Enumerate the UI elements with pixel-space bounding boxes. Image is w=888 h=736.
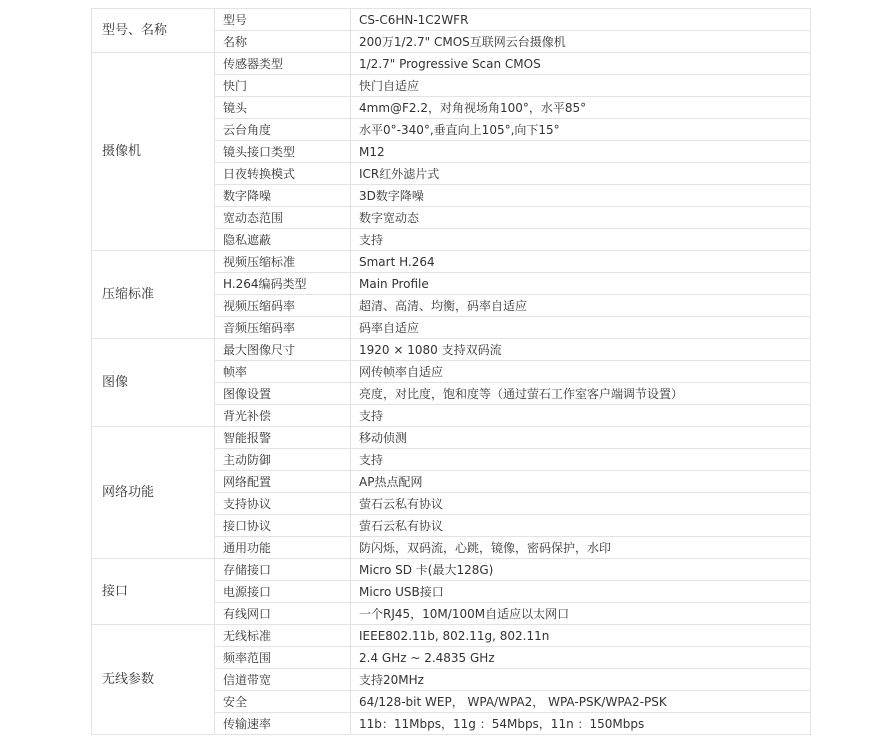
category-cell: 摄像机	[92, 53, 215, 251]
spec-label-cell: 频率范围	[215, 647, 351, 669]
spec-label-cell: 云台角度	[215, 119, 351, 141]
spec-value-cell: 水平0°-340°,垂直向上105°,向下15°	[351, 119, 811, 141]
table-row	[92, 559, 811, 581]
spec-value-cell: Smart H.264	[351, 251, 811, 273]
spec-label-cell: 安全	[215, 691, 351, 713]
spec-value-cell: 一个RJ45，10M/100M自适应以太网口	[351, 603, 811, 625]
spec-label-cell: 传感器类型	[215, 53, 351, 75]
spec-label-cell: 无线标准	[215, 625, 351, 647]
spec-label-cell: 视频压缩标准	[215, 251, 351, 273]
spec-label-cell: 智能报警	[215, 427, 351, 449]
spec-value-cell: 1920 × 1080 支持双码流	[351, 339, 811, 361]
spec-value-cell: 支持	[351, 449, 811, 471]
spec-value-cell: 3D数字降噪	[351, 185, 811, 207]
spec-label-cell: 主动防御	[215, 449, 351, 471]
spec-value-cell: 1/2.7" Progressive Scan CMOS	[351, 53, 811, 75]
spec-value-cell: 11b：11Mbps，11g ：54Mbps，11n ：150Mbps	[351, 713, 811, 735]
spec-value-cell: 64/128-bit WEP， WPA/WPA2， WPA-PSK/WPA2-PSK	[351, 691, 811, 713]
table-row	[92, 251, 811, 273]
spec-label-cell: 支持协议	[215, 493, 351, 515]
spec-table	[91, 8, 811, 735]
spec-value-cell: 亮度，对比度，饱和度等（通过萤石工作室客户端调节设置）	[351, 383, 811, 405]
spec-table-body	[92, 9, 811, 735]
spec-value-cell: 支持	[351, 229, 811, 251]
spec-value-cell: IEEE802.11b, 802.11g, 802.11n	[351, 625, 811, 647]
spec-label-cell: 日夜转换模式	[215, 163, 351, 185]
spec-label-cell: 存储接口	[215, 559, 351, 581]
spec-label-cell: 图像设置	[215, 383, 351, 405]
category-cell: 接口	[92, 559, 215, 625]
spec-label-cell: 镜头	[215, 97, 351, 119]
spec-label-cell: 数字降噪	[215, 185, 351, 207]
spec-value-cell: CS-C6HN-1C2WFR	[351, 9, 811, 31]
table-row	[92, 427, 811, 449]
spec-value-cell: 萤石云私有协议	[351, 515, 811, 537]
spec-label-cell: 网络配置	[215, 471, 351, 493]
spec-label-cell: 背光补偿	[215, 405, 351, 427]
spec-value-cell: 200万1/2.7" CMOS互联网云台摄像机	[351, 31, 811, 53]
spec-value-cell: 支持	[351, 405, 811, 427]
spec-value-cell: 快门自适应	[351, 75, 811, 97]
spec-label-cell: 接口协议	[215, 515, 351, 537]
spec-label-cell: 镜头接口类型	[215, 141, 351, 163]
spec-label-cell: 型号	[215, 9, 351, 31]
category-cell: 型号、名称	[92, 9, 215, 53]
category-cell: 网络功能	[92, 427, 215, 559]
spec-label-cell: 信道带宽	[215, 669, 351, 691]
spec-value-cell: Main Profile	[351, 273, 811, 295]
spec-value-cell: 移动侦测	[351, 427, 811, 449]
spec-label-cell: 宽动态范围	[215, 207, 351, 229]
spec-value-cell: 2.4 GHz ~ 2.4835 GHz	[351, 647, 811, 669]
spec-value-cell: 防闪烁，双码流，心跳，镜像，密码保护，水印	[351, 537, 811, 559]
table-row	[92, 339, 811, 361]
table-row	[92, 625, 811, 647]
spec-label-cell: 音频压缩码率	[215, 317, 351, 339]
spec-value-cell: 码率自适应	[351, 317, 811, 339]
spec-label-cell: 最大图像尺寸	[215, 339, 351, 361]
spec-value-cell: 4mm@F2.2，对角视场角100°，水平85°	[351, 97, 811, 119]
spec-value-cell: M12	[351, 141, 811, 163]
spec-value-cell: ICR红外滤片式	[351, 163, 811, 185]
spec-label-cell: 视频压缩码率	[215, 295, 351, 317]
spec-label-cell: 有线网口	[215, 603, 351, 625]
spec-label-cell: 名称	[215, 31, 351, 53]
spec-value-cell: 网传帧率自适应	[351, 361, 811, 383]
spec-value-cell: Micro SD 卡(最大128G)	[351, 559, 811, 581]
spec-label-cell: 通用功能	[215, 537, 351, 559]
spec-label-cell: 电源接口	[215, 581, 351, 603]
spec-value-cell: 萤石云私有协议	[351, 493, 811, 515]
category-cell: 无线参数	[92, 625, 215, 735]
spec-label-cell: H.264编码类型	[215, 273, 351, 295]
table-row	[92, 9, 811, 31]
category-cell: 压缩标准	[92, 251, 215, 339]
spec-value-cell: Micro USB接口	[351, 581, 811, 603]
spec-label-cell: 隐私遮蔽	[215, 229, 351, 251]
spec-value-cell: 超清、高清、均衡，码率自适应	[351, 295, 811, 317]
spec-label-cell: 帧率	[215, 361, 351, 383]
spec-label-cell: 快门	[215, 75, 351, 97]
spec-value-cell: 数字宽动态	[351, 207, 811, 229]
spec-value-cell: 支持20MHz	[351, 669, 811, 691]
spec-label-cell: 传输速率	[215, 713, 351, 735]
category-cell: 图像	[92, 339, 215, 427]
spec-value-cell: AP热点配网	[351, 471, 811, 493]
table-row	[92, 53, 811, 75]
